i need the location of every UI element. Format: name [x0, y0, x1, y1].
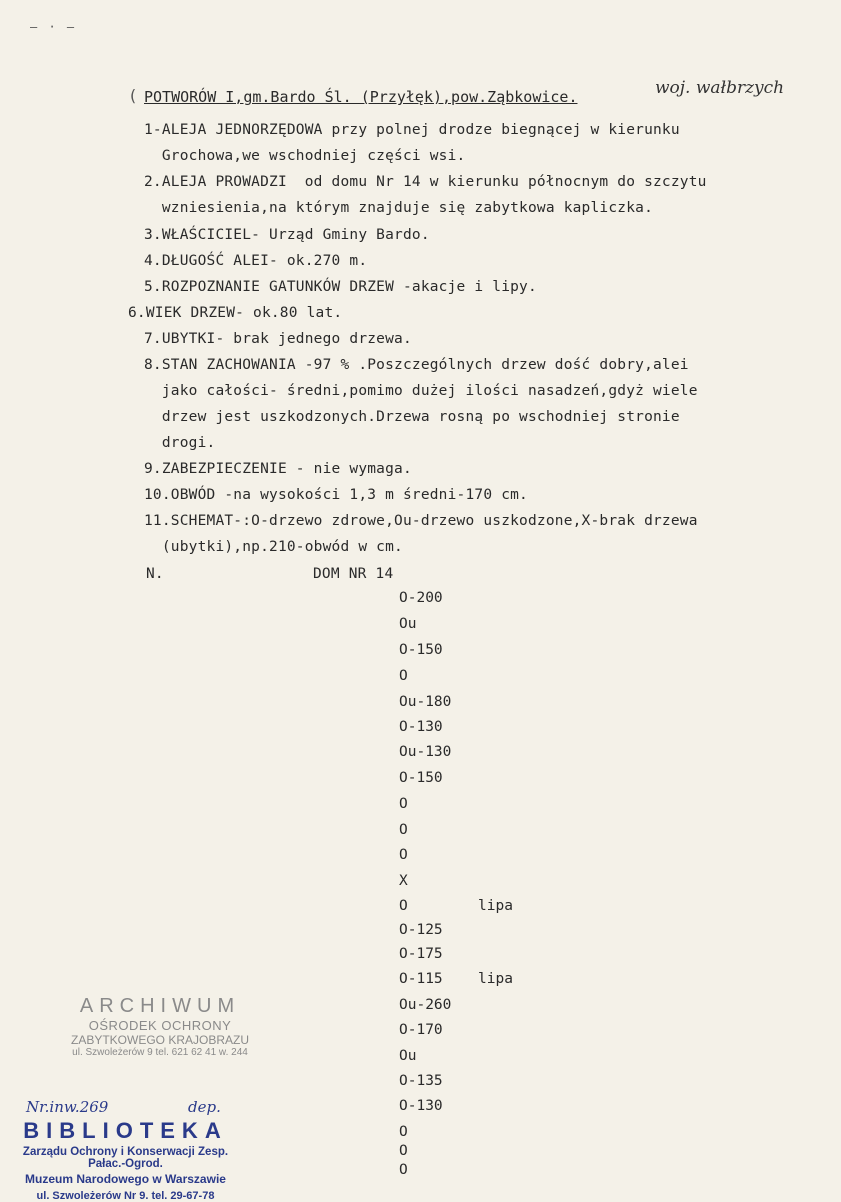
tree-entry: O — [399, 1162, 408, 1178]
tree-entry: O-175 — [399, 946, 443, 962]
tree-entry: O-170 — [399, 1022, 443, 1038]
tree-entry: O-130 — [399, 719, 443, 735]
schema-direction: N. — [146, 566, 164, 582]
tree-entry: Ou-260 — [399, 997, 452, 1013]
library-stamp-line: Muzeum Narodowego w Warszawie — [25, 1172, 226, 1186]
item-line: 4.DŁUGOŚĆ ALEI- ok.270 m. — [144, 253, 368, 269]
library-stamp-line: Zarządu Ochrony i Konserwacji Zesp. Pałac.-Ogrod. — [22, 1146, 229, 1170]
item-line: Grochowa,we wschodniej części wsi. — [144, 148, 466, 164]
library-stamp-address: ul. Szwoleżerów Nr 9. tel. 29-67-78 — [36, 1190, 215, 1202]
tree-entry: O-150 — [399, 770, 443, 786]
library-stamp — [8, 1118, 243, 1202]
archive-stamp — [40, 995, 280, 1058]
item-line: drogi. — [144, 435, 216, 451]
tree-entry: O-125 — [399, 922, 443, 938]
tree-entry: O — [399, 668, 408, 684]
item-line: 5.ROZPOZNANIE GATUNKÓW DRZEW -akacje i lipy. — [144, 279, 537, 295]
tree-entry: O-135 — [399, 1073, 443, 1089]
library-stamp-title: BIBLIOTEKA — [23, 1118, 228, 1143]
tree-entry: Ou — [399, 1048, 417, 1064]
lipa-label: lipa — [478, 898, 513, 914]
item-line: 9.ZABEZPIECZENIE - nie wymaga. — [144, 461, 412, 477]
tree-entry: O — [399, 1124, 408, 1140]
tree-entry: Ou-180 — [399, 694, 452, 710]
item-line: 1-ALEJA JEDNORZĘDOWA przy polnej drodze biegnącej w kierunku — [144, 122, 680, 138]
archive-stamp-line: ZABYTKOWEGO KRAJOBRAZU — [70, 1033, 250, 1047]
tree-entry: Ou-130 — [399, 744, 452, 760]
item-line: 3.WŁAŚCICIEL- Urząd Gminy Bardo. — [144, 227, 430, 243]
handwritten-dep: dep. — [188, 1098, 221, 1116]
tree-entry: O-200 — [399, 590, 443, 606]
item-line: 2.ALEJA PROWADZI od domu Nr 14 w kierunku północnym do szczytu — [144, 174, 707, 190]
item-line: wzniesienia,na którym znajduje się zabytkowa kapliczka. — [144, 200, 653, 216]
tree-entry: O-150 — [399, 642, 443, 658]
handwritten-inventory-number: Nr.inw.269 — [26, 1098, 109, 1116]
lipa-label: lipa — [478, 971, 513, 987]
item-line: jako całości- średni,pomimo dużej ilości nasadzeń,gdyż wiele — [144, 383, 698, 399]
item-line: 7.UBYTKI- brak jednego drzewa. — [144, 331, 412, 347]
item-line: 10.OBWÓD -na wysokości 1,3 m średni-170 cm. — [144, 487, 528, 503]
item-line: (ubytki),np.210-obwód w cm. — [144, 539, 403, 555]
item-line: 11.SCHEMAT-:O-drzewo zdrowe,Ou-drzewo uszkodzone,X-brak drzewa — [144, 513, 698, 529]
tree-entry: O — [399, 822, 408, 838]
archive-stamp-address: ul. Szwoleżerów 9 tel. 621 62 41 w. 244 — [72, 1047, 248, 1058]
tree-entry: O — [399, 898, 408, 914]
tree-entry: O-115 — [399, 971, 443, 987]
archive-stamp-title: ARCHIWUM — [79, 995, 241, 1017]
schema-house-label: DOM NR 14 — [313, 566, 394, 582]
tree-entry: O — [399, 796, 408, 812]
item-line: 8.STAN ZACHOWANIA -97 % .Poszczególnych drzew dość dobry,alei — [144, 357, 689, 373]
top-mark: — · — — [30, 20, 77, 34]
header-paren: ( — [128, 86, 138, 105]
tree-entry: O — [399, 1143, 408, 1159]
tree-entry: O — [399, 847, 408, 863]
item-line: 6.WIEK DRZEW- ok.80 lat. — [128, 305, 343, 321]
document-title: POTWORÓW I,gm.Bardo Śl. (Przyłęk),pow.Ząbkowice. — [144, 88, 578, 106]
tree-entry: Ou — [399, 616, 417, 632]
tree-entry: O-130 — [399, 1098, 443, 1114]
archive-stamp-line: OŚRODEK OCHRONY — [88, 1018, 232, 1033]
handwritten-voivodeship: woj. wałbrzych — [655, 78, 785, 98]
tree-entry: X — [399, 873, 408, 889]
item-line: drzew jest uszkodzonych.Drzewa rosną po wschodniej stronie — [144, 409, 680, 425]
